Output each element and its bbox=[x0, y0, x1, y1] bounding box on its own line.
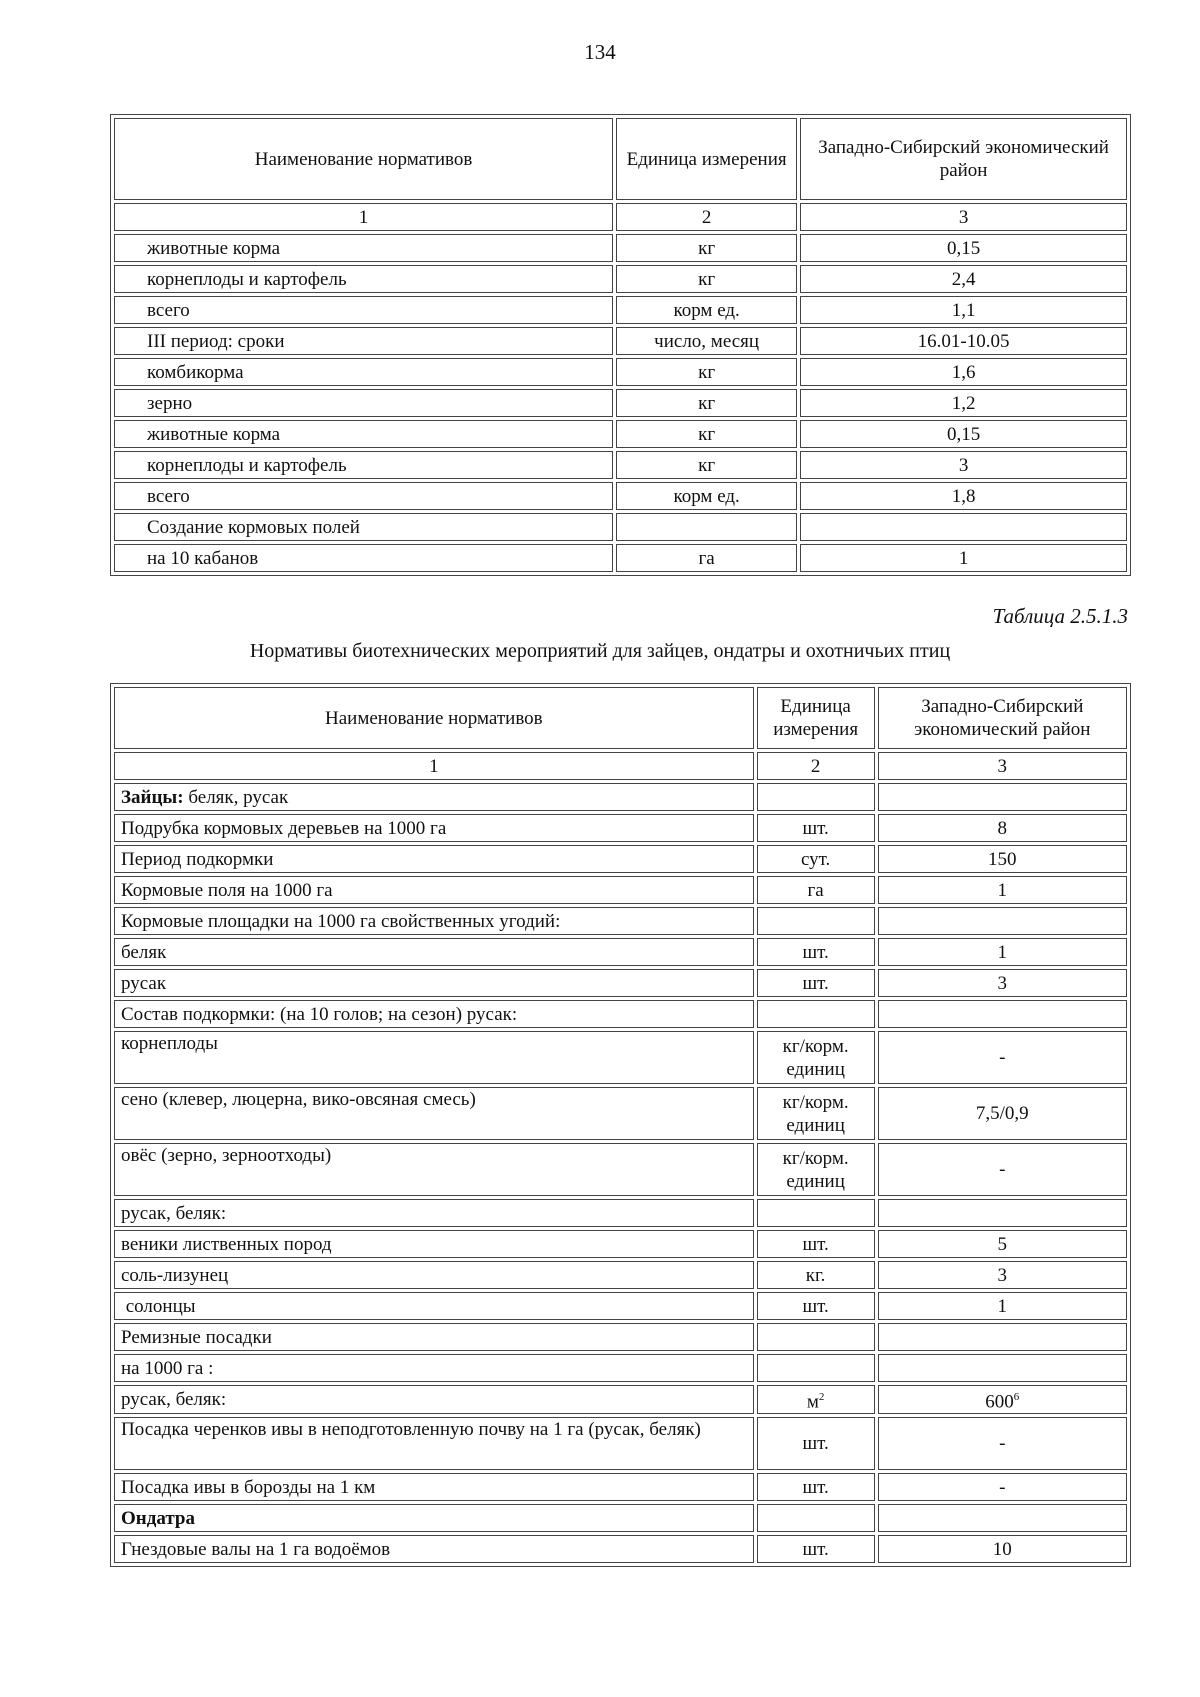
row-value: 150 bbox=[878, 845, 1127, 873]
row-unit: шт. bbox=[757, 938, 875, 966]
row-name: Период подкормки bbox=[114, 845, 754, 873]
row-name: корнеплоды и картофель bbox=[114, 451, 613, 479]
row-value: 3 bbox=[878, 1261, 1127, 1289]
row-unit bbox=[757, 907, 875, 935]
footnote-marker: 6 bbox=[1013, 1391, 1020, 1403]
row-name: зерно bbox=[114, 389, 613, 417]
row-unit bbox=[757, 1504, 875, 1532]
row-unit: корм ед. bbox=[616, 296, 797, 324]
row-value bbox=[878, 1199, 1127, 1227]
row-unit: кг/корм. единиц bbox=[757, 1031, 875, 1084]
row-name: русак, беляк: bbox=[114, 1199, 754, 1227]
page-number: 134 bbox=[584, 40, 616, 64]
row-name: беляк bbox=[114, 938, 754, 966]
row-unit bbox=[757, 1199, 875, 1227]
row-unit: кг bbox=[616, 358, 797, 386]
row-unit: кг bbox=[616, 389, 797, 417]
row-name: всего bbox=[114, 482, 613, 510]
table-row bbox=[114, 1292, 1127, 1320]
table-row bbox=[114, 1143, 1127, 1196]
row-unit: кг bbox=[616, 451, 797, 479]
row-unit: шт. bbox=[757, 1535, 875, 1563]
table-title: Нормативы биотехнических мероприятий для зайцев, ондатры и охотничьих птиц bbox=[249, 640, 951, 662]
row-value: 1 bbox=[800, 544, 1127, 572]
row-name: корнеплоды и картофель bbox=[114, 265, 613, 293]
row-value bbox=[878, 1385, 1127, 1414]
table-row bbox=[114, 1323, 1127, 1351]
row-unit: шт. bbox=[757, 1292, 875, 1320]
table-row bbox=[114, 1087, 1127, 1140]
row-value: 10 bbox=[878, 1535, 1127, 1563]
row-unit: шт. bbox=[757, 1417, 875, 1470]
table-row bbox=[114, 876, 1127, 904]
table-row bbox=[114, 265, 1127, 293]
table-row bbox=[114, 1031, 1127, 1084]
row-name: всего bbox=[114, 296, 613, 324]
row-value: 0,15 bbox=[800, 234, 1127, 262]
row-value: 2,4 bbox=[800, 265, 1127, 293]
table-row bbox=[114, 1473, 1127, 1501]
row-unit: кг bbox=[616, 234, 797, 262]
row-name: сено (клевер, люцерна, вико-овсяная смесь) bbox=[114, 1087, 754, 1140]
table-row bbox=[114, 451, 1127, 479]
table-row bbox=[114, 1261, 1127, 1289]
table-row bbox=[114, 389, 1127, 417]
row-value bbox=[878, 1323, 1127, 1351]
table-row bbox=[114, 907, 1127, 935]
row-name: на 10 кабанов bbox=[114, 544, 613, 572]
row-value: 3 bbox=[878, 969, 1127, 997]
unit-superscript: 2 bbox=[818, 1391, 825, 1403]
row-name: соль-лизунец bbox=[114, 1261, 754, 1289]
row-unit: га bbox=[757, 876, 875, 904]
row-value: 16.01-10.05 bbox=[800, 327, 1127, 355]
row-value: 1,6 bbox=[800, 358, 1127, 386]
row-value: 1 bbox=[878, 876, 1127, 904]
row-name: корнеплоды bbox=[114, 1031, 754, 1084]
row-unit: кг. bbox=[757, 1261, 875, 1289]
header-unit: Единица измерения bbox=[616, 118, 797, 200]
row-name: Состав подкормки: (на 10 голов; на сезон) русак: bbox=[114, 1000, 754, 1028]
col-number: 1 bbox=[114, 752, 754, 780]
row-name: на 1000 га : bbox=[114, 1354, 754, 1382]
row-name: Ремизные посадки bbox=[114, 1323, 754, 1351]
row-value: 1,2 bbox=[800, 389, 1127, 417]
unit-text: м bbox=[806, 1391, 819, 1413]
row-value: 1 bbox=[878, 1292, 1127, 1320]
table-row bbox=[114, 969, 1127, 997]
col-number: 2 bbox=[616, 203, 797, 231]
row-name: Посадка черенков ивы в неподготовленную почву на 1 га (русак, беляк) bbox=[114, 1417, 754, 1470]
header-unit: Единица измерения bbox=[757, 687, 875, 749]
row-unit bbox=[757, 1354, 875, 1382]
row-unit: кг bbox=[616, 420, 797, 448]
row-name: комбикорма bbox=[114, 358, 613, 386]
row-value: - bbox=[878, 1417, 1127, 1470]
row-value bbox=[878, 1000, 1127, 1028]
row-name: русак bbox=[114, 969, 754, 997]
table-row bbox=[114, 814, 1127, 842]
row-name: Создание кормовых полей bbox=[114, 513, 613, 541]
col-number: 2 bbox=[757, 752, 875, 780]
table-row bbox=[114, 327, 1127, 355]
row-value: 1,8 bbox=[800, 482, 1127, 510]
row-unit: га bbox=[616, 544, 797, 572]
table-row bbox=[114, 482, 1127, 510]
table-row bbox=[114, 783, 1127, 811]
row-unit: шт. bbox=[757, 1473, 875, 1501]
row-value: 5 bbox=[878, 1230, 1127, 1258]
row-value: 0,15 bbox=[800, 420, 1127, 448]
row-value: 1 bbox=[878, 938, 1127, 966]
col-number: 1 bbox=[114, 203, 613, 231]
row-unit bbox=[757, 1000, 875, 1028]
row-name: русак, беляк: bbox=[114, 1385, 754, 1414]
table-row bbox=[114, 513, 1127, 541]
row-value bbox=[878, 1354, 1127, 1382]
row-unit bbox=[616, 513, 797, 541]
row-name: III период: сроки bbox=[114, 327, 613, 355]
table-row bbox=[114, 1504, 1127, 1532]
row-unit: сут. bbox=[757, 845, 875, 873]
header-name: Наименование нормативов bbox=[114, 687, 754, 749]
table-row bbox=[114, 1354, 1127, 1382]
biotechnical-norms-table bbox=[110, 683, 1131, 1567]
table-row bbox=[114, 1199, 1127, 1227]
table-row bbox=[114, 234, 1127, 262]
row-name: овёс (зерно, зерноотходы) bbox=[114, 1143, 754, 1196]
table-row bbox=[114, 938, 1127, 966]
section-label-muskrat: Ондатра bbox=[114, 1504, 754, 1532]
table-row bbox=[114, 544, 1127, 572]
row-value bbox=[878, 907, 1127, 935]
row-unit: число, месяц bbox=[616, 327, 797, 355]
header-name: Наименование нормативов bbox=[114, 118, 613, 200]
row-unit: кг/корм. единиц bbox=[757, 1143, 875, 1196]
row-name-text: беляк, русак bbox=[183, 786, 289, 808]
row-unit bbox=[757, 1323, 875, 1351]
row-name: животные корма bbox=[114, 234, 613, 262]
table-header-row bbox=[114, 118, 1127, 200]
col-number: 3 bbox=[878, 752, 1127, 780]
row-value bbox=[878, 783, 1127, 811]
section-label-hares: Зайцы: bbox=[121, 786, 184, 808]
table-number-caption: Таблица 2.5.1.3 bbox=[992, 604, 1128, 628]
row-value: - bbox=[878, 1473, 1127, 1501]
table-row bbox=[114, 1385, 1127, 1414]
row-unit: корм ед. bbox=[616, 482, 797, 510]
row-unit bbox=[757, 783, 875, 811]
column-number-row bbox=[114, 203, 1127, 231]
row-name: Подрубка кормовых деревьев на 1000 га bbox=[114, 814, 754, 842]
column-number-row bbox=[114, 752, 1127, 780]
row-unit: шт. bbox=[757, 969, 875, 997]
table-header-row bbox=[114, 687, 1127, 749]
table-row bbox=[114, 1230, 1127, 1258]
row-unit: кг bbox=[616, 265, 797, 293]
row-unit: шт. bbox=[757, 1230, 875, 1258]
row-value: 1,1 bbox=[800, 296, 1127, 324]
row-name: животные корма bbox=[114, 420, 613, 448]
table-row bbox=[114, 358, 1127, 386]
row-value: 8 bbox=[878, 814, 1127, 842]
row-name: солонцы bbox=[114, 1292, 754, 1320]
table-row bbox=[114, 845, 1127, 873]
table-row bbox=[114, 296, 1127, 324]
header-region: Западно-Сибирский экономический район bbox=[800, 118, 1127, 200]
row-name: Посадка ивы в борозды на 1 км bbox=[114, 1473, 754, 1501]
table-row bbox=[114, 1417, 1127, 1470]
row-value bbox=[878, 1504, 1127, 1532]
row-value: - bbox=[878, 1031, 1127, 1084]
row-value: 3 bbox=[800, 451, 1127, 479]
row-unit: кг/корм. единиц bbox=[757, 1087, 875, 1140]
table-row bbox=[114, 420, 1127, 448]
row-value: - bbox=[878, 1143, 1127, 1196]
feeding-norms-table-continued bbox=[110, 114, 1131, 576]
value-text: 600 bbox=[985, 1391, 1014, 1413]
row-value: 7,5/0,9 bbox=[878, 1087, 1127, 1140]
row-unit bbox=[757, 1385, 875, 1414]
row-unit: шт. bbox=[757, 814, 875, 842]
header-region: Западно-Сибирский экономический район bbox=[878, 687, 1127, 749]
table-row bbox=[114, 1000, 1127, 1028]
row-name: веники лиственных пород bbox=[114, 1230, 754, 1258]
row-name bbox=[114, 783, 754, 811]
row-name: Гнездовые валы на 1 га водоёмов bbox=[114, 1535, 754, 1563]
row-name: Кормовые поля на 1000 га bbox=[114, 876, 754, 904]
table-row bbox=[114, 1535, 1127, 1563]
row-value bbox=[800, 513, 1127, 541]
col-number: 3 bbox=[800, 203, 1127, 231]
row-name: Кормовые площадки на 1000 га свойственных угодий: bbox=[114, 907, 754, 935]
